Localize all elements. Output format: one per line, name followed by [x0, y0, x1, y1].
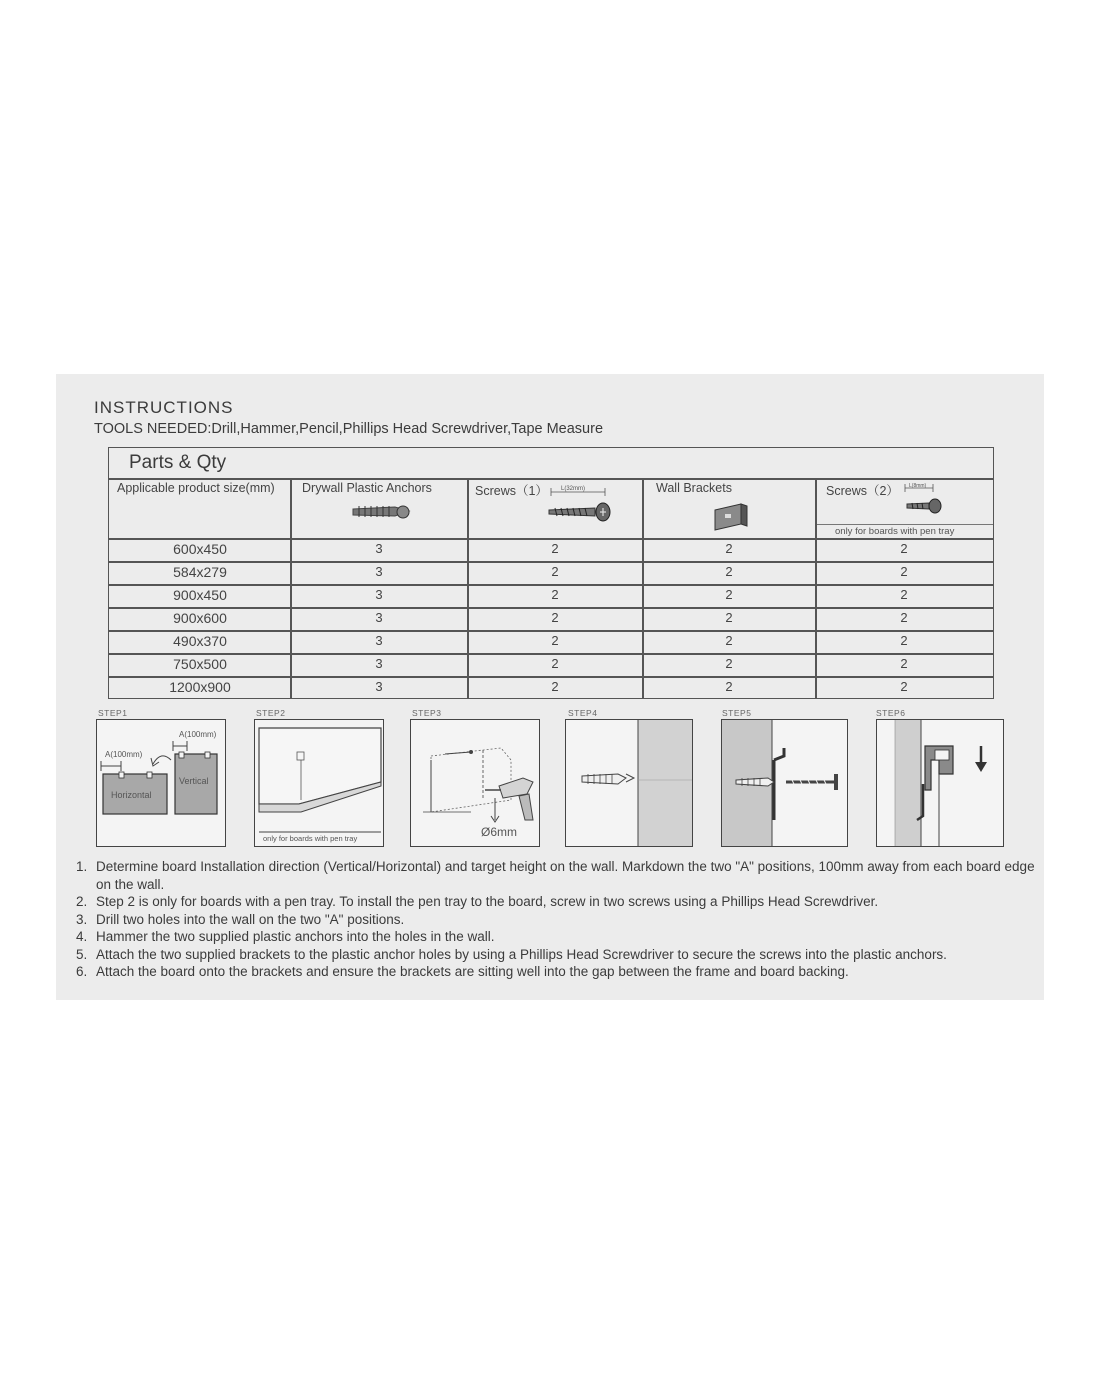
table-cell-qty: 2	[900, 679, 908, 694]
list-item	[76, 946, 1036, 964]
list-item-text: Attach the board onto the brackets and ensure the brackets are sitting well into the gap between the frame and board backing.	[96, 964, 849, 979]
table-cell-qty: 3	[375, 679, 383, 694]
list-item	[76, 893, 1036, 911]
step4-diagram	[565, 719, 693, 847]
list-item-number: 3.	[76, 911, 88, 927]
step1-vertical: Vertical	[179, 776, 209, 786]
list-item	[76, 928, 1036, 946]
list-item-text: Drill two holes into the wall on the two "A" positions.	[96, 911, 405, 927]
parts-qty-table	[108, 447, 994, 699]
table-cell-qty: 2	[725, 656, 733, 671]
table-cell-qty: 2	[551, 679, 559, 694]
table-cell-qty: 2	[900, 541, 908, 556]
list-item	[76, 963, 1036, 981]
step1-diagram	[96, 719, 226, 847]
table-cell-size: 584x279	[173, 564, 227, 580]
table-cell-size: 490x370	[173, 633, 227, 649]
col-header-size: Applicable product size(mm)	[117, 481, 275, 495]
table-cell-qty: 2	[725, 564, 733, 579]
table-cell-qty: 2	[551, 610, 559, 625]
table-cell-size: 600x450	[173, 541, 227, 557]
table-cell-qty: 2	[725, 541, 733, 556]
col-header-anchors: Drywall Plastic Anchors	[302, 481, 432, 495]
step2-diagram	[254, 719, 384, 847]
table-cell-qty: 3	[375, 633, 383, 648]
list-item-text: Determine board Installation direction (Vertical/Horizontal) and target height on the wall. Markdown the two "A" positions, 100mm away from each board edge on the wall.	[96, 859, 1035, 892]
step6-label: STEP6	[876, 708, 906, 718]
table-cell-qty: 3	[375, 564, 383, 579]
list-item-number: 1.	[76, 859, 88, 874]
table-cell-qty: 2	[551, 656, 559, 671]
table-cell-qty: 2	[551, 587, 559, 602]
table-cell-qty: 2	[900, 587, 908, 602]
list-item-number: 4.	[76, 929, 88, 944]
step1-a-left: A(100mm)	[105, 750, 143, 759]
step3-drill-size: Ø6mm	[481, 825, 517, 839]
table-cell-qty: 2	[900, 610, 908, 625]
table-cell-qty: 2	[725, 610, 733, 625]
instruction-steps-list	[76, 858, 1036, 981]
table-cell-qty: 2	[725, 587, 733, 602]
list-item-number: 2.	[76, 894, 88, 909]
list-item-number: 5.	[76, 946, 88, 962]
table-cell-qty: 3	[375, 541, 383, 556]
parts-table-title: Parts & Qty	[129, 452, 227, 473]
table-cell-qty: 2	[725, 633, 733, 648]
step1-a-right: A(100mm)	[179, 730, 217, 739]
step5-diagram	[721, 719, 848, 847]
table-cell-qty: 2	[900, 564, 908, 579]
col-header-screws2: Screws（2）	[826, 484, 899, 498]
screws2-pen-tray-note: only for boards with pen tray	[835, 526, 955, 537]
table-cell-qty: 3	[375, 587, 383, 602]
plastic-anchor-icon	[351, 500, 413, 526]
table-cell-qty: 2	[551, 633, 559, 648]
list-item-text: Attach the two supplied brackets to the plastic anchor holes by using a Phillips Head Screwdriver to secure the screws into the plastic anchors.	[96, 946, 947, 962]
table-cell-size: 750x500	[173, 656, 227, 672]
col-header-screws1: Screws（1）	[475, 484, 548, 498]
wall-bracket-icon	[711, 500, 751, 536]
table-cell-qty: 3	[375, 656, 383, 671]
screw-long-icon	[545, 480, 625, 532]
step6-diagram	[876, 719, 1004, 847]
table-cell-qty: 2	[900, 633, 908, 648]
instruction-sheet	[56, 374, 1044, 1000]
screw2-length-label: L(8mm)	[909, 483, 927, 489]
table-cell-size: 900x600	[173, 610, 227, 626]
step5-label: STEP5	[722, 708, 752, 718]
screw-short-icon	[899, 480, 949, 520]
list-item-number: 6.	[76, 964, 88, 979]
table-cell-qty: 3	[375, 610, 383, 625]
table-cell-size: 900x450	[173, 587, 227, 603]
tools-needed-line: TOOLS NEEDED:Drill,Hammer,Pencil,Phillips Head Screwdriver,Tape Measure	[94, 421, 604, 437]
list-item-text: Hammer the two supplied plastic anchors into the holes in the wall.	[96, 929, 495, 944]
instructions-heading: INSTRUCTIONS	[94, 398, 234, 417]
step3-diagram	[410, 719, 540, 847]
step3-label: STEP3	[412, 708, 442, 718]
list-item	[76, 911, 1036, 929]
table-cell-qty: 2	[551, 541, 559, 556]
table-cell-size: 1200x900	[169, 679, 231, 695]
step1-label: STEP1	[98, 708, 128, 718]
table-cell-qty: 2	[900, 656, 908, 671]
list-item-text: Step 2 is only for boards with a pen tray. To install the pen tray to the board, screw in two screws using a Phillips Head Screwdriver.	[96, 894, 879, 909]
col-header-brackets: Wall Brackets	[656, 481, 732, 495]
list-item	[76, 858, 1036, 893]
table-cell-qty: 2	[725, 679, 733, 694]
step2-pen-tray-note: only for boards with pen tray	[263, 834, 358, 843]
step1-horizontal: Horizontal	[111, 790, 152, 800]
step2-label: STEP2	[256, 708, 286, 718]
screw1-length-label: L(32mm)	[561, 486, 586, 492]
step4-label: STEP4	[568, 708, 598, 718]
table-cell-qty: 2	[551, 564, 559, 579]
